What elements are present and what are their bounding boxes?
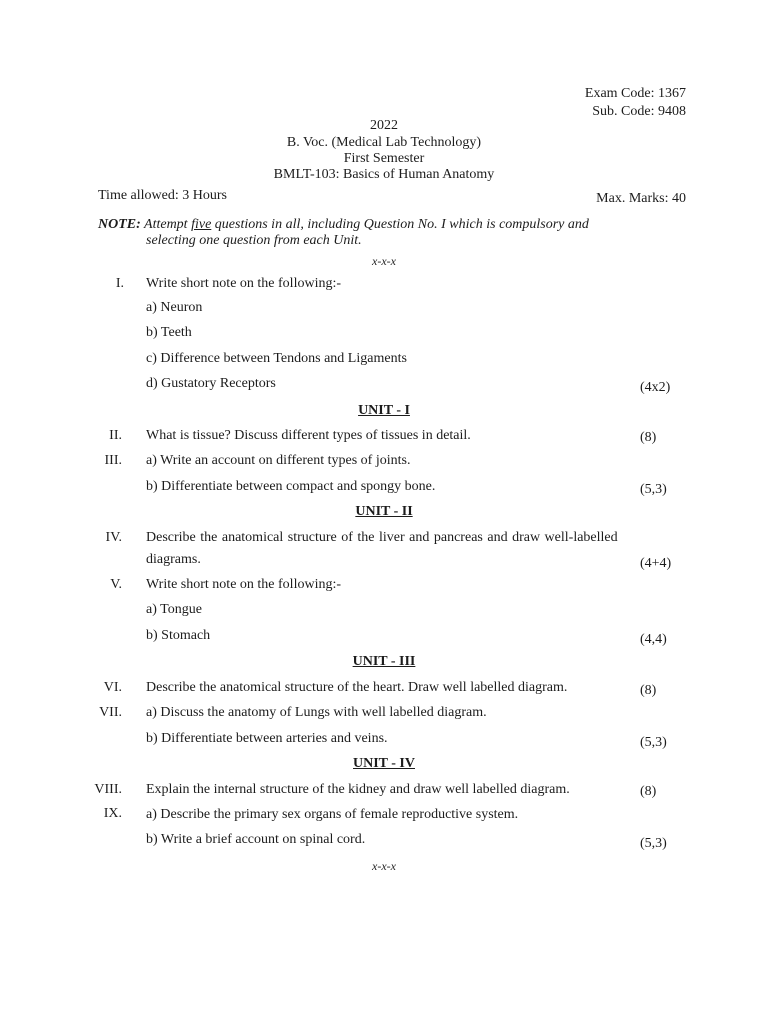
separator-top: x-x-x [372,254,396,268]
question-number: VIII. [94,782,122,797]
question-marks: (4+4) [640,556,672,571]
question-text: b) Write a brief account on spinal cord. [146,832,366,847]
question-marks: (5,3) [640,836,667,851]
question-number: VI. [103,680,122,695]
question-marks: (5,3) [640,482,667,497]
sub-item: b) Stomach [146,628,211,643]
sub-code: Sub. Code: 9408 [592,104,686,119]
question-text: Explain the internal structure of the kidney and draw well labelled diagram. [146,782,570,797]
question-marks: (8) [640,784,657,799]
question-marks: (4,4) [640,632,667,647]
max-marks: Max. Marks: 40 [596,191,686,206]
unit-heading: UNIT - II [355,504,413,519]
note-label: NOTE: [98,217,141,232]
question-text: a) Write an account on different types of joints. [146,453,411,468]
sub-item: b) Teeth [146,325,192,340]
unit-heading: UNIT - III [352,654,416,669]
question-number: II. [109,428,122,443]
question-number: I. [115,276,124,291]
sub-item: c) Difference between Tendons and Ligaments [146,351,407,366]
note-line-2: selecting one question from each Unit. [146,233,362,248]
question-text: a) Describe the primary sex organs of female reproductive system. [146,807,519,822]
time-allowed: Time allowed: 3 Hours [98,188,227,203]
question-text: Describe the anatomical structure of the liver and pancreas and draw well-labelled [146,530,618,545]
note-text-1: Attempt [144,217,188,232]
question-text: a) Discuss the anatomy of Lungs with well labelled diagram. [146,705,487,720]
programme-title: B. Voc. (Medical Lab Technology) [286,135,482,150]
question-text: b) Differentiate between arteries and veins. [146,731,388,746]
sub-item: a) Neuron [146,300,203,315]
question-text: diagrams. [146,552,201,567]
note-text-2: questions in all, including Question No. I which is compulsory and [214,217,589,232]
note-five: five [191,217,212,232]
semester-title: First Semester [343,151,425,166]
question-number: IX. [103,806,122,821]
unit-heading: UNIT - IV [353,756,415,771]
question-number: VII. [99,705,122,720]
sub-item: a) Tongue [146,602,202,617]
question-marks: (8) [640,430,657,445]
question-number: V. [110,577,122,592]
separator-bottom: x-x-x [372,859,396,873]
question-marks: (4x2) [640,380,671,395]
question-marks: (5,3) [640,735,667,750]
question-number: IV. [105,530,122,545]
question-text: b) Differentiate between compact and spongy bone. [146,479,436,494]
question-text: Write short note on the following:- [146,276,342,291]
question-text: Write short note on the following:- [146,577,342,592]
sub-item: d) Gustatory Receptors [146,376,276,391]
unit-heading: UNIT - I [358,403,410,418]
note-line-1 [98,217,589,233]
exam-code: Exam Code: 1367 [584,86,686,101]
question-marks: (8) [640,683,657,698]
question-text: Describe the anatomical structure of the heart. Draw well labelled diagram. [146,680,568,695]
question-text: What is tissue? Discuss different types of tissues in detail. [146,428,471,443]
course-title: BMLT-103: Basics of Human Anatomy [273,167,495,182]
question-number: III. [104,453,122,468]
exam-year: 2022 [370,118,398,133]
